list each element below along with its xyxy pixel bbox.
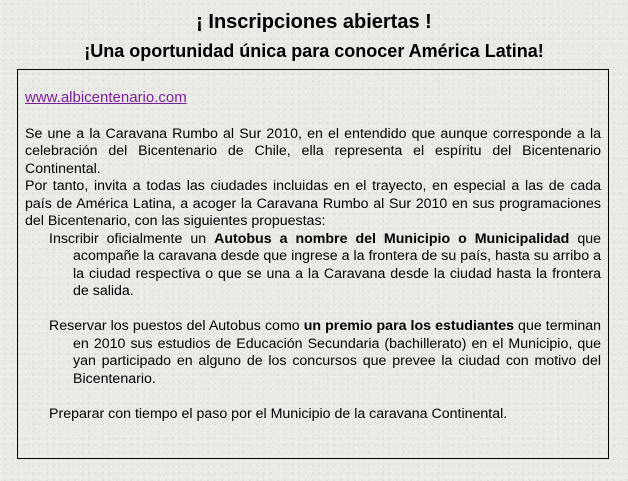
page-title: ¡ Inscripciones abiertas !: [196, 11, 432, 33]
page-subtitle: ¡Una oportunidad única para conocer América Latina!: [84, 41, 544, 61]
invitation-paragraph: Por tanto, invita a todas las ciudades incluidas en el trayecto, en especial a las de cada país de América Latina, a acoger la Caravana Rumbo al Sur 2010 en sus programaciones del Bicentenario, con las siguientes propuestas:: [25, 178, 601, 229]
proposal-text: Reservar los puestos del Autobus como: [49, 318, 304, 334]
proposal-highlight: Autobus a nombre del Municipio o Municipalidad: [214, 230, 570, 247]
intro-paragraph: Se une a la Caravana Rumbo al Sur 2010, en el entendido que aunque corresponde a la celebración del Bicentenario de Chile, ella representa el espíritu del Bicentenario Continental.: [25, 125, 601, 177]
proposal-highlight: un premio para los estudiantes: [303, 318, 514, 334]
proposal-text: Inscribir oficialmente un: [49, 230, 215, 247]
proposal-item: [49, 318, 601, 388]
proposal-item: [49, 231, 601, 301]
proposal-text: que acompañe la caravana desde que ingrese a la frontera de su país, hasta su arribo a la ciudad respectiva o que se una a la Caravana desde la ciudad hasta la frontera de salida.: [73, 230, 601, 299]
website-link[interactable]: www.albicentenario.com: [25, 89, 187, 106]
proposal-text: Preparar con tiempo el paso por el Municipio de la caravana Continental.: [49, 405, 508, 422]
spacer: [25, 108, 601, 126]
content-box: [17, 69, 609, 459]
proposal-item: [49, 406, 601, 424]
proposal-text: que terminan en 2010 sus estudios de Educación Secundaria (bachillerato) en el Municipio, que yan participado en alguno de los concursos que prevee la ciudad con motivo del Bicentenario.: [73, 318, 602, 387]
spacer: [25, 388, 601, 406]
spacer: [25, 301, 601, 319]
